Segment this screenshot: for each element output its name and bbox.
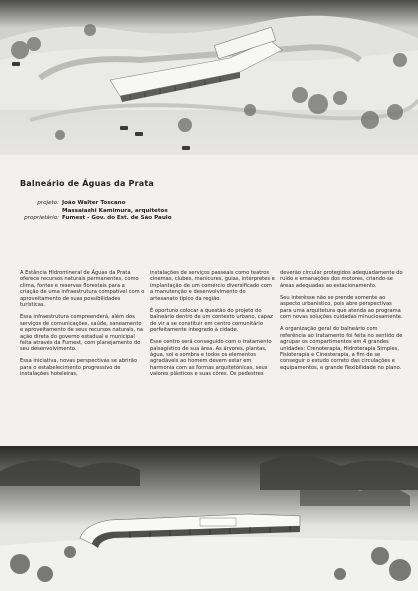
article-title: Balneário de Águas da Prata <box>20 179 154 188</box>
paragraph: Seu interêsse não se prende somente ao aspecto urbanístico, pois abre perspectivas para uma arquitetura que atenda ao programa com novas soluções cuidadas minuciosamente. <box>280 294 403 321</box>
paragraph: instalações de serviços passeais como teatros cinemas, clubes, manicures, guias, intérpretes e implantação de um comércio diversificado com a manutenção e desenvolvimento do artesanato típico da região. <box>150 270 275 302</box>
credit-label: projeto: <box>37 200 59 206</box>
text-column-2 <box>150 270 275 383</box>
paragraph: A organização geral do balneário com referência ao tratamento foi feita no sentido de agrupar os compartimentos em 4 grandes unidades: Crenoterapia, Hidroterapia Simples, Fisioterapia e Cinesterapia, a fim de se conseguir o estudo correto das circulações e equipamentos, e grande flexibilidade no plano. <box>280 326 403 371</box>
credit-value: Fumest - Gov. do Est. de São Paulo <box>62 215 172 222</box>
paragraph: Essa iniciativa, novas perspectivas se abrirão para o estabelecimento progressivo de instalações hoteleiras, <box>20 358 137 378</box>
text-column-1 <box>20 270 145 383</box>
credit-row <box>20 200 172 208</box>
project-credits <box>20 200 172 223</box>
credit-value: João Walter Toscano <box>62 200 126 206</box>
paragraph: A Estância Hidromineral de Águas da Prata oferece recursos naturais permanentes, como clima, fontes e reservas florestais para a criação de uma infraestrutura compatível com o aproveitamento de suas possibilidades turísticas. <box>20 270 145 309</box>
credit-row <box>20 215 172 223</box>
model-photo-elevation <box>0 446 418 591</box>
paragraph: Esse centro será conseguido com o tratamento paisagístico de sua área. As árvores, plantas, água, sol e sombra e todos os elementos agradáveis ao homem devem estar em harmonia com as formas arquitetônicas, seus valores plásticos e suas côres. Os pedestres <box>150 339 272 378</box>
paragraph: deverão circular protegidos adequadamente do ruído e emanações dos motores, criando-se áreas adequadas ao estacionamento. <box>280 270 403 289</box>
text-column-3 <box>280 270 405 377</box>
paragraph: Essa infraestrutura compreenderá, além dos serviços de comunicações, saúde, saneamento e aproveitamento de seus recursos naturais, na ação direta do governo estadual e municipal feita através da Fumest, com planejamento do seu desenvolvimento. <box>20 314 144 353</box>
paragraph: É oportuno colocar a questão do projeto do balneário dentro de um contexto urbano, capaz de vir a se constituir em centro comunitário perfeitamente integrado à cidade. <box>150 307 273 334</box>
credit-label: proprietário: <box>24 215 59 222</box>
credit-value: Massaiashi Kamimura, arquitetos <box>62 207 168 214</box>
model-photo-aerial <box>0 0 418 155</box>
